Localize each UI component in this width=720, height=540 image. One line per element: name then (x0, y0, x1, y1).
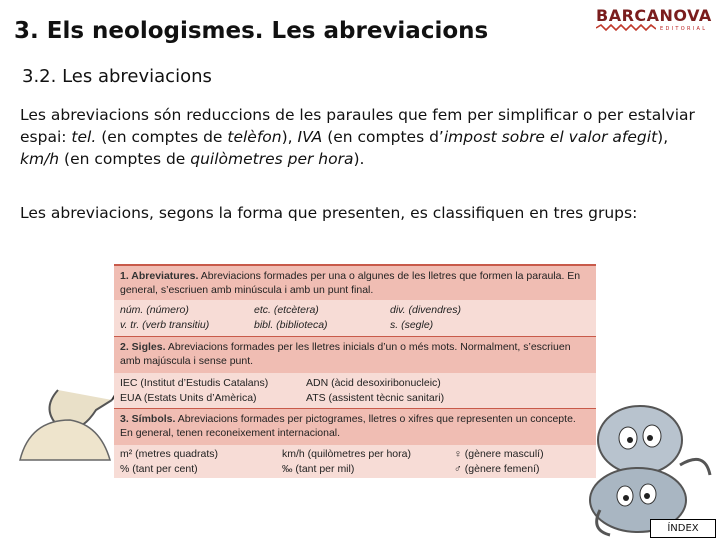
section-description: Abreviacions formades per les lletres inicials d’un o més mots. Normalment, s’escriuen amb majúscula i sense punt. (120, 341, 571, 367)
intro-paragraph (20, 104, 700, 170)
example: tel. (71, 128, 97, 146)
table-row (114, 318, 596, 333)
logo-text: BARCANOVA (596, 6, 712, 25)
logo-wave-icon (596, 24, 656, 32)
example: IVA (297, 128, 323, 146)
table-row (114, 303, 596, 318)
section-heading (114, 266, 596, 300)
table-cell: div. (divendres) (390, 304, 461, 316)
table-cell: etc. (etcètera) (254, 304, 319, 316)
table-cell: núm. (número) (120, 304, 189, 316)
text: Les abreviacions són reduccions de les paraules que fem per simplificar o per estalviar espai: (20, 106, 695, 146)
section-title: 2. Sigles. (120, 341, 166, 353)
table-row (114, 376, 596, 391)
table-cell: IEC (Institut d’Estudis Catalans) (120, 377, 269, 389)
table-cell: % (tant per cent) (120, 463, 198, 475)
text: (en comptes de (96, 128, 228, 146)
groups-paragraph: Les abreviacions, segons la forma que presenten, es classifiquen en tres grups: (20, 204, 638, 222)
page-title: 3. Els neologismes. Les abreviacions (14, 18, 489, 44)
text: ). (353, 150, 365, 168)
text: ), (281, 128, 298, 146)
section-description: Abreviacions formades per una o algunes de les lletres que formen la paraula. En general, s’escriuen amb minúscula i amb un punt final. (120, 270, 581, 296)
section-title: 3. Símbols. (120, 413, 176, 425)
example: impost sobre el valor afegit (443, 128, 658, 146)
example: km/h (20, 150, 60, 168)
table-cell: s. (segle) (390, 319, 434, 331)
section-heading (114, 409, 596, 445)
publisher-logo (596, 6, 714, 36)
section-subtitle: 3.2. Les abreviacions (22, 66, 212, 87)
table-cell: bibl. (biblioteca) (254, 319, 328, 331)
table-row (114, 447, 596, 462)
logo-subtext: EDITORIAL (660, 26, 708, 32)
section-title: 1. Abreviatures. (120, 270, 199, 282)
abbreviations-table (114, 264, 596, 478)
section-description: Abreviacions formades per pictogrames, lletres o xifres que representen un concepte. En general, tenen reconeixement internacional. (120, 413, 576, 439)
table-cell: ♀ (gènere masculí) (454, 448, 544, 460)
table-row (114, 391, 596, 406)
example: quilòmetres per hora (190, 150, 354, 168)
table-cell: ADN (àcid desoxiribonucleic) (306, 377, 441, 389)
table-cell: v. tr. (verb transitiu) (120, 319, 210, 331)
text: (en comptes d’ (322, 128, 444, 146)
table-row (114, 462, 596, 477)
table-cell: ATS (assistent tècnic sanitari) (306, 392, 445, 404)
index-button[interactable]: ÍNDEX (650, 519, 716, 538)
table-cell: ♂ (gènere femení) (454, 463, 540, 475)
section-heading (114, 337, 596, 373)
table-cell: EUA (Estats Units d’Amèrica) (120, 392, 257, 404)
table-cell: ‰ (tant per mil) (282, 463, 355, 475)
example: telèfon (227, 128, 282, 146)
table-cell: m² (metres quadrats) (120, 448, 219, 460)
text: ), (657, 128, 669, 146)
table-cell: km/h (quilòmetres per hora) (282, 448, 411, 460)
text: (en comptes de (59, 150, 191, 168)
